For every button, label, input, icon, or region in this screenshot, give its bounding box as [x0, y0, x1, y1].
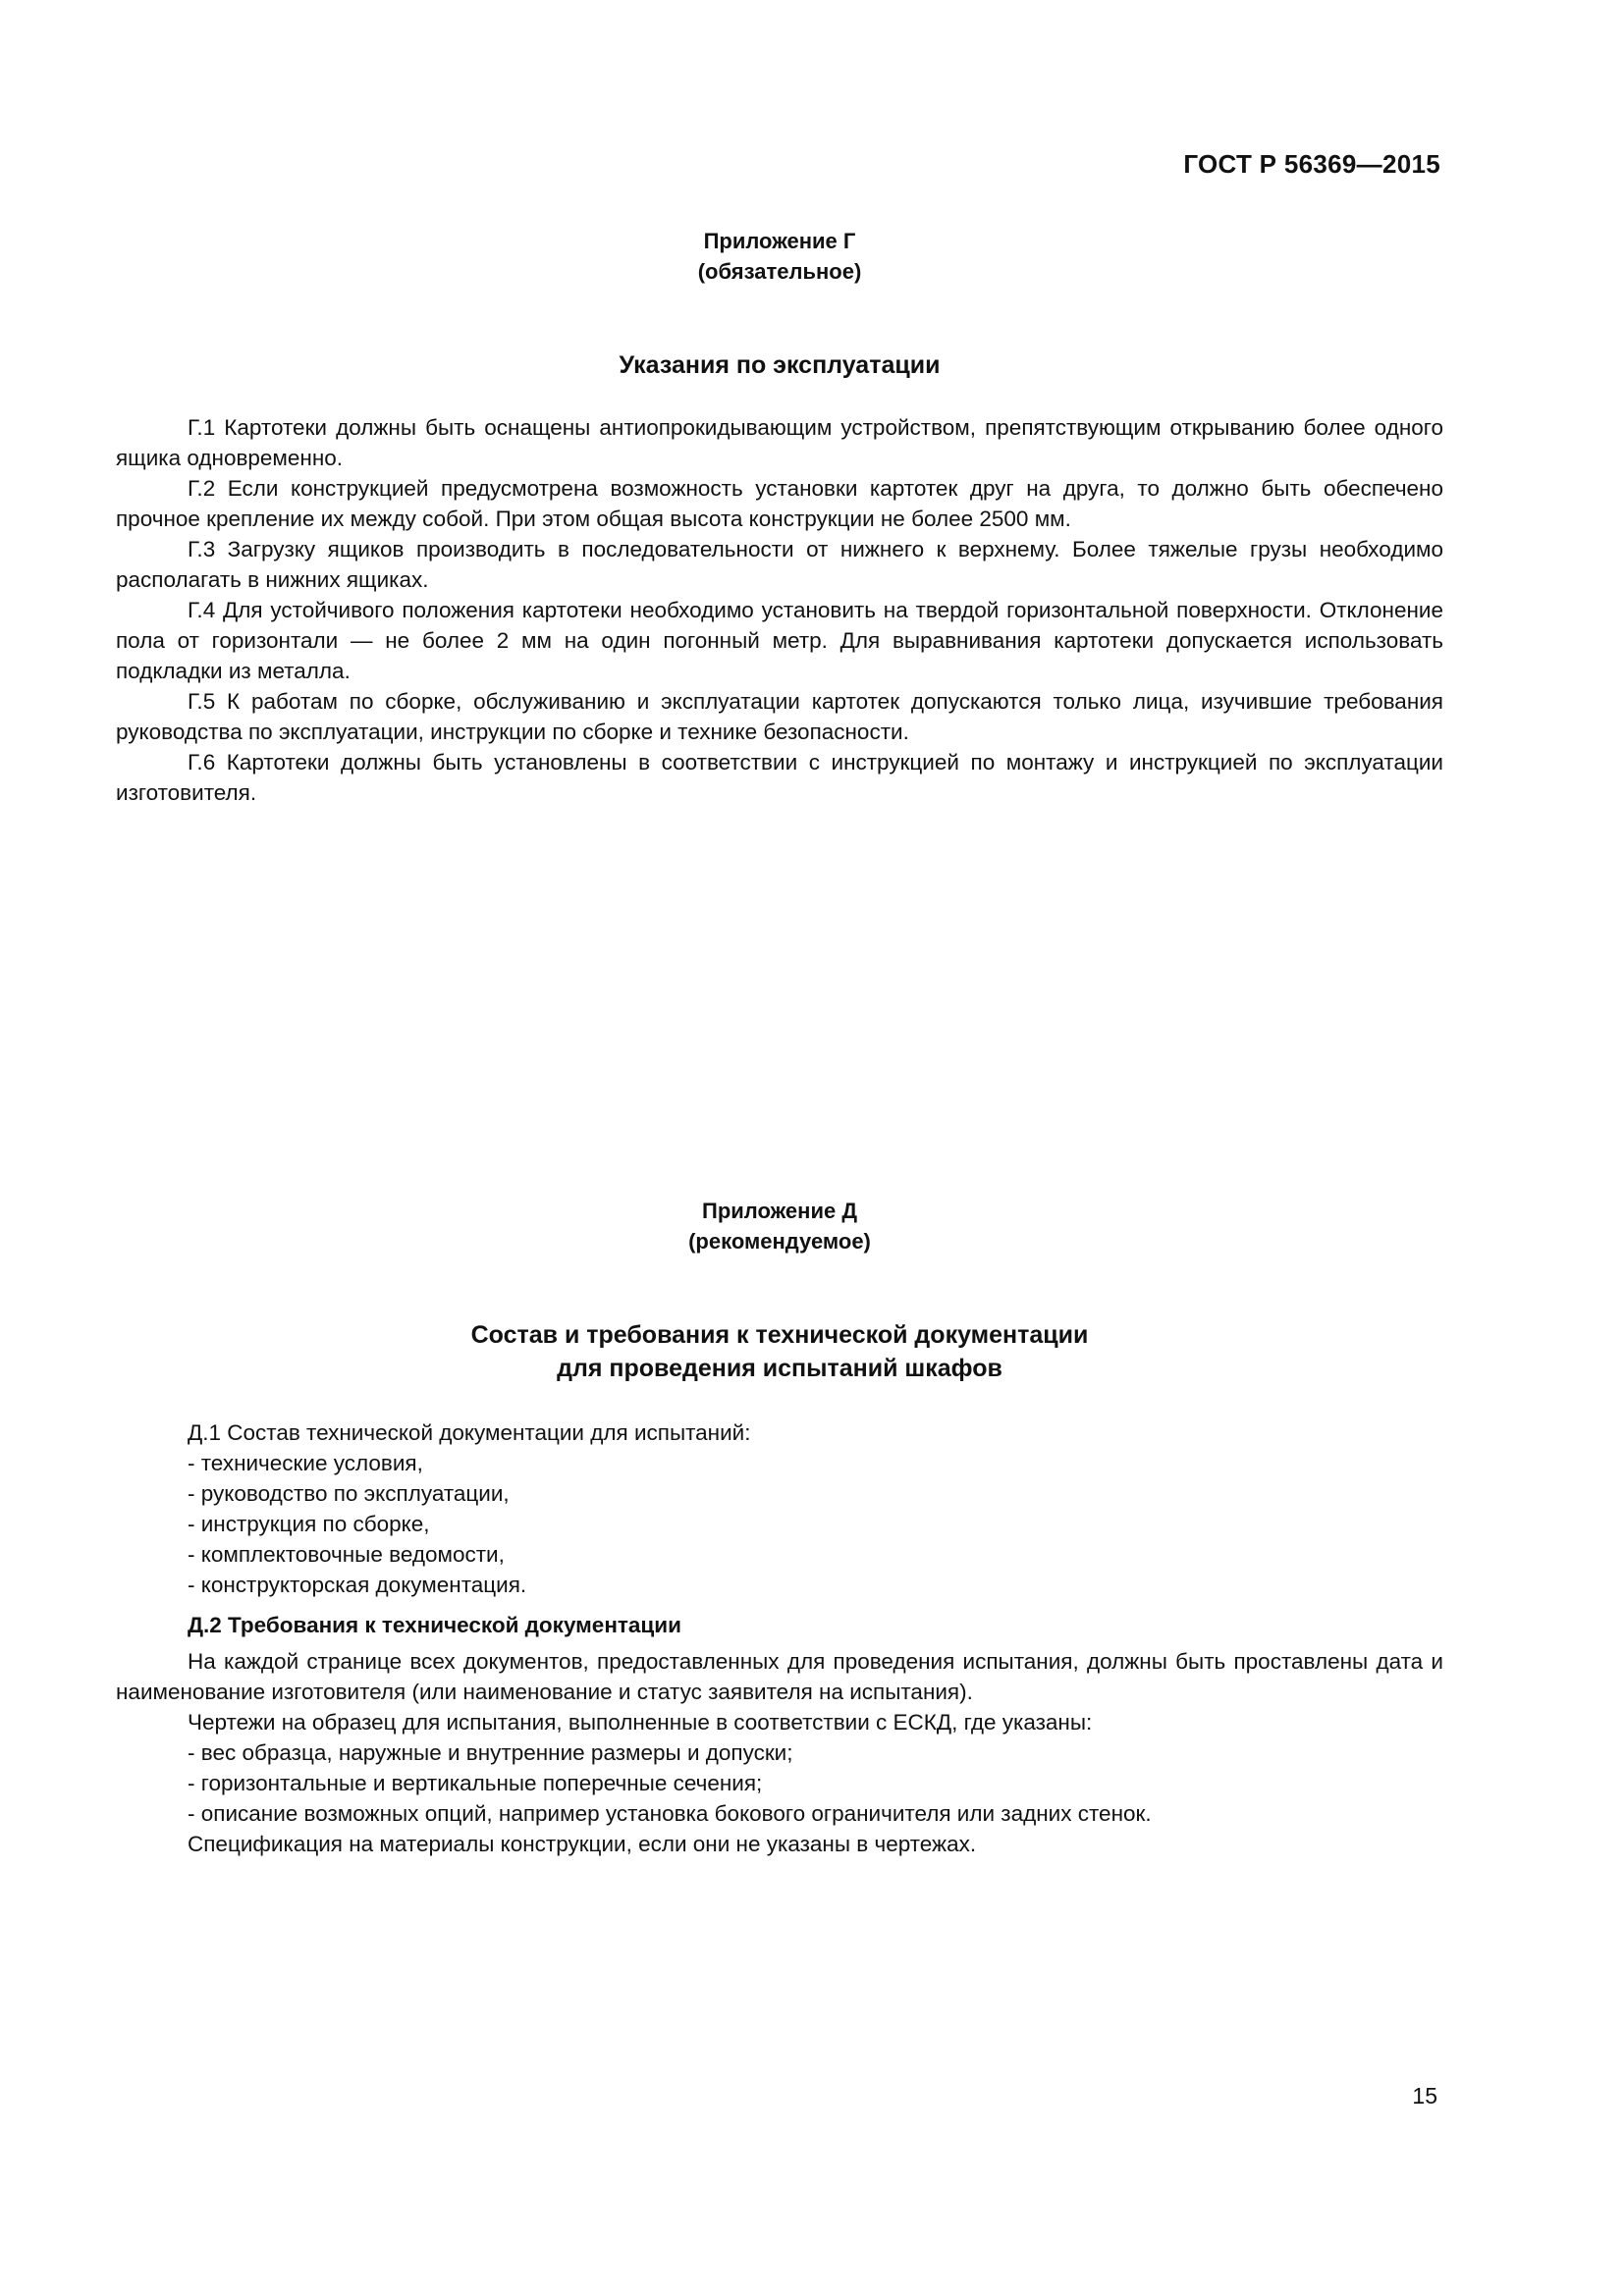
d2-list-item: - описание возможных опций, например установка бокового ограничителя или задних стенок.: [188, 1801, 1152, 1826]
d1-list-item: - руководство по эксплуатации,: [188, 1481, 510, 1506]
d2-drawings-intro: Чертежи на образец для испытания, выполненные в соответствии с ЕСКД, где указаны:: [188, 1710, 1093, 1735]
d1-list-item: - инструкция по сборке,: [188, 1512, 430, 1536]
d1-list-item: - комплектовочные ведомости,: [188, 1542, 505, 1567]
annex-g-paragraph-2: Г.2 Если конструкцией предусмотрена возможность установки картотек друг на друга, то должно быть обеспечено прочное крепление их между собой. При этом общая высота конструкции не более 2500 мм.: [116, 476, 1443, 531]
d1-intro: Д.1 Состав технической документации для испытаний:: [188, 1420, 751, 1445]
annex-d-title: Приложение Д: [702, 1199, 857, 1223]
annex-g-paragraph-1: Г.1 Картотеки должны быть оснащены антиопрокидывающим устройством, препятствующим открыванию более одного ящика одновременно.: [116, 415, 1443, 470]
annex-d-title-block: [116, 1196, 1443, 1256]
annex-g-heading: Указания по эксплуатации: [619, 351, 941, 379]
d2-list-item: - вес образца, наружные и внутренние размеры и допуски;: [188, 1740, 793, 1765]
annex-g-paragraph-4: Г.4 Для устойчивого положения картотеки необходимо установить на твердой горизонтальной поверхности. Отклонение пола от горизонтали — не более 2 мм на один погонный метр. Для выравнивания картотеки допускается использовать подкладки из металла.: [116, 598, 1443, 683]
d2-specification: Спецификация на материалы конструкции, если они не указаны в чертежах.: [188, 1832, 977, 1856]
annex-g-body: [116, 412, 1443, 808]
d2-list-item: - горизонтальные и вертикальные поперечные сечения;: [188, 1771, 763, 1795]
annex-d-status: (рекомендуемое): [688, 1229, 871, 1254]
annex-g-paragraph-3: Г.3 Загрузку ящиков производить в последовательности от нижнего к верхнему. Более тяжелые грузы необходимо располагать в нижних ящиках.: [116, 537, 1443, 592]
d1-list-item: - технические условия,: [188, 1451, 423, 1475]
annex-d-body: [116, 1417, 1443, 1859]
annex-g-title-block: [116, 226, 1443, 287]
annex-d-heading-block: [116, 1318, 1443, 1385]
page-number: 15: [1412, 2083, 1437, 2109]
d2-paragraph: На каждой странице всех документов, предоставленных для проведения испытания, должны быть проставлены дата и наименование изготовителя (или наименование и статус заявителя на испытания).: [116, 1649, 1443, 1704]
annex-d-heading-line-1: Состав и требования к технической документации: [470, 1321, 1089, 1349]
d1-list-item: - конструкторская документация.: [188, 1573, 527, 1597]
document-code: ГОСТ Р 56369—2015: [1183, 149, 1440, 179]
annex-g-paragraph-6: Г.6 Картотеки должны быть установлены в соответствии с инструкцией по монтажу и инструкцией по эксплуатации изготовителя.: [116, 750, 1443, 805]
annex-g-status: (обязательное): [697, 259, 862, 284]
d2-heading: Д.2 Требования к технической документации: [188, 1613, 681, 1637]
annex-g-paragraph-5: Г.5 К работам по сборке, обслуживанию и эксплуатации картотек допускаются только лица, изучившие требования руководства по эксплуатации, инструкции по сборке и технике безопасности.: [116, 689, 1443, 744]
annex-d-heading-line-2: для проведения испытаний шкафов: [557, 1355, 1002, 1382]
annex-g-heading-block: [116, 348, 1443, 382]
annex-g-title: Приложение Г: [703, 229, 856, 253]
